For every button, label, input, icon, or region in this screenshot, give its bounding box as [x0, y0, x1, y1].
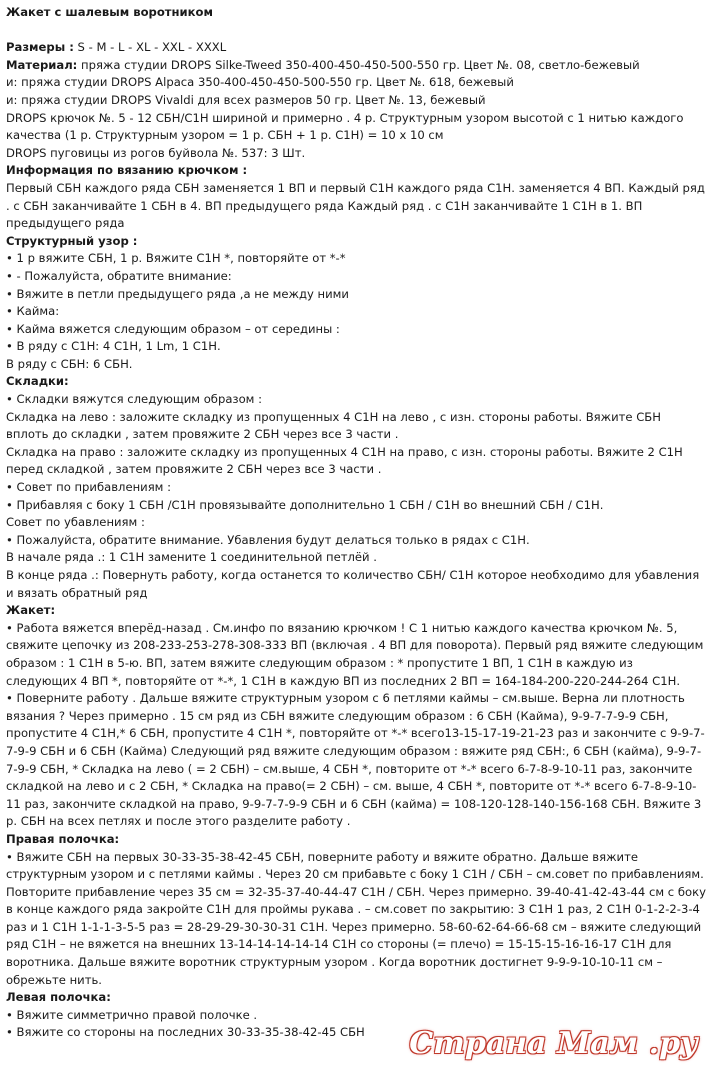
folds-line: Складка на право : заложите складку из пропущенных 4 С1Н на право, с изн. стороны работы. Вяжите 2 С1Н перед складкой , затем провяжите 2 СБН через все 3 части .: [6, 444, 683, 477]
folds-line: В начале ряда .: 1 С1Н замените 1 соединительной петлёй .: [6, 550, 377, 565]
folds-line: Совет по убавлениям :: [6, 515, 145, 530]
pattern-line: • Кайма вяжется следующим образом – от середины :: [6, 321, 340, 336]
sizes-line: [6, 39, 706, 57]
sizes-value: S - M - L - XL - XXL - XXXL: [73, 40, 227, 55]
info-text: Первый СБН каждого ряда СБН заменяется 1 ВП и первый С1Н каждого ряда С1Н. заменяется 4 ВП. Каждый ряд . с СБН заканчивайте 1 СБН в 4. ВП предыдущего ряда Каждый ряд . с С1Н заканчивайте 1 С1Н в 1. ВП предыдущего ряда: [6, 180, 705, 231]
document-title: Жакет с шалевым воротником: [6, 5, 213, 19]
folds-line: • Пожалуйста, обратите внимание. Убавления будут делаться только в рядах с С1Н.: [6, 532, 530, 547]
folds-line: • Складки вяжутся следующим образом :: [6, 392, 263, 407]
pattern-heading: Структурный узор :: [6, 233, 138, 248]
material-line-2: и: пряжа студии DROPS Alpaca 350-400-450-450-500-550 гр. Цвет №. 618, бежевый: [6, 75, 514, 90]
folds-line: • Совет по прибавлениям :: [6, 480, 172, 495]
hook-line: DROPS крючок №. 5 - 12 СБН/С1Н шириной и примерно . 4 р. Структурным узором высотой с 1 нитью каждого качества (1 р. Структурным узором = 1 р. СБН + 1 р. С1Н) = 10 x 10 см: [6, 110, 684, 143]
left-front-line: • Вяжите симметрично правой полочке .: [6, 1007, 258, 1022]
folds-line: В конце ряда .: Повернуть работу, когда останется то количество СБН/ С1Н которое необходимо для убавления и вязать обратный ряд: [6, 568, 700, 600]
info-heading: Информация по вязанию крючком :: [6, 163, 248, 178]
left-front-heading: Левая полочка:: [6, 990, 111, 1005]
jacket-paragraph: • Работа вяжется вперёд-назад . См.инфо по вязанию крючком ! С 1 нитью каждого качества крючком №. 5, свяжите цепочку из 208-233-253-278-308-333 ВП (включая . 4 ВП для поворота). Первый ряд вяжите следующим образом : 1 С1Н в 5-ю. ВП, затем вяжите следующим образом : * пропустите 1 ВП, 1 С1Н в каждую из следующих 4 ВП *, повторяйте от *-*, 1 С1Н в каждую ВП из последних 2 ВП = 164-184-200-220-244-264 С1Н.: [6, 620, 704, 688]
spacer: [6, 22, 706, 40]
folds-line: • Прибавляя с боку 1 СБН /С1Н провязывайте дополнительно 1 СБН / С1Н во внешний СБН / С1Н.: [6, 497, 604, 512]
document-body: [6, 4, 706, 1042]
material-line-3: и: пряжа студии DROPS Vivaldi для всех размеров 50 гр. Цвет №. 13, бежевый: [6, 92, 486, 107]
buttons-line: DROPS пуговицы из рогов буйвола №. 537: 3 Шт.: [6, 145, 306, 160]
jacket-paragraph: • Поверните работу . Дальше вяжите структурным узором с 6 петлями каймы – см.выше. Верна ли плотность вязания ? Через примерно . 15 см ряд из СБН вяжите следующим образом : 6 СБН (Кайма), 9-9-7-7-9-9 СБН, пропустите 4 С1Н,* 6 СБН, пропустите 4 С1Н *, повторяйте от *-* всего13-15-17-19-21-23 раз и закончите с 9-9-7-7-9-9 СБН и 6 СБН (Кайма) Следующий ряд вяжите следующим образом : вяжите ряд СБН:, 6 СБН (кайма), 9-9-7-7-9-9 СБН, * Складка на лево ( = 2 СБН) – см.выше, 4 СБН *, повторите от *-* всего 6-7-8-9-10-11 раз, закончите складкой на лево и с 2 СБН, * Складка на право(= 2 СБН) – см. выше, 4 СБН *, повторите от *-* всего 6-7-8-9-10-11 раз, закончите складкой на право, 9-9-7-7-9-9 СБН и 6 СБН (кайма) = 108-120-128-140-156-168 СБН. Вяжите 3 р. СБН на всех петлях и после этого разделите работу .: [6, 691, 705, 829]
material-label: Материал:: [6, 57, 78, 72]
jacket-heading: Жакет:: [6, 603, 56, 618]
material-text: пряжа студии DROPS Silke-Tweed 350-400-450-450-500-550 гр. Цвет №. 08, светло-бежевый: [77, 57, 640, 72]
left-front-line: • Вяжите со стороны на последних 30-33-35-38-42-45 СБН: [6, 1025, 365, 1040]
pattern-line: В ряду с СБН: 6 СБН.: [6, 356, 133, 371]
sizes-label: Размеры :: [6, 40, 74, 55]
folds-heading: Складки:: [6, 374, 69, 389]
pattern-line: • Кайма:: [6, 304, 60, 319]
pattern-line: • - Пожалуйста, обратите внимание:: [6, 268, 232, 283]
site-watermark-logo: Страна Мам .ру: [409, 1026, 698, 1061]
pattern-line: • Вяжите в петли предыдущего ряда ,а не между ними: [6, 286, 349, 301]
right-front-heading: Правая полочка:: [6, 831, 120, 846]
material-line-1: [6, 57, 706, 75]
right-front-paragraph: • Вяжите СБН на первых 30-33-35-38-42-45 СБН, поверните работу и вяжите обратно. Дальше вяжите структурным узором и с петлями каймы . Через 20 см прибавьте с боку 1 С1Н / СБН – см.совет по прибавлениям. Повторите прибавление через 35 см = 32-35-37-40-44-47 С1Н / СБН. Через примерно. 39-40-41-42-43-44 см с боку в конце каждого ряда закройте С1Н для проймы рукава . – см.совет по закрытию: 3 С1Н 1 раз, 2 С1Н 0-1-2-2-3-4 раз и 1 С1Н 1-1-1-3-5-5 раз = 28-29-29-30-30-31 С1Н. Через примерно. 58-60-62-64-66-68 см – вяжите следующий ряд С1Н – не вяжется на внешних 13-14-14-14-14-14 С1Н со стороны (= плечо) = 15-15-15-16-16-17 С1Н для воротника. Дальше вяжите воротник структурным узором . Когда воротник достигнет 9-9-9-10-10-11 см –обрежьте нить.: [6, 849, 706, 987]
folds-line: Складка на лево : заложите складку из пропущенных 4 С1Н на лево , с изн. стороны работы. Вяжите СБН вплоть до складки , затем провяжите 2 СБН через все 3 части .: [6, 409, 661, 442]
pattern-line: • В ряду с С1Н: 4 С1Н, 1 Lm, 1 С1Н.: [6, 339, 221, 354]
pattern-line: • 1 р вяжите СБН, 1 р. Вяжите С1Н *, повторяйте от *-*: [6, 251, 346, 266]
